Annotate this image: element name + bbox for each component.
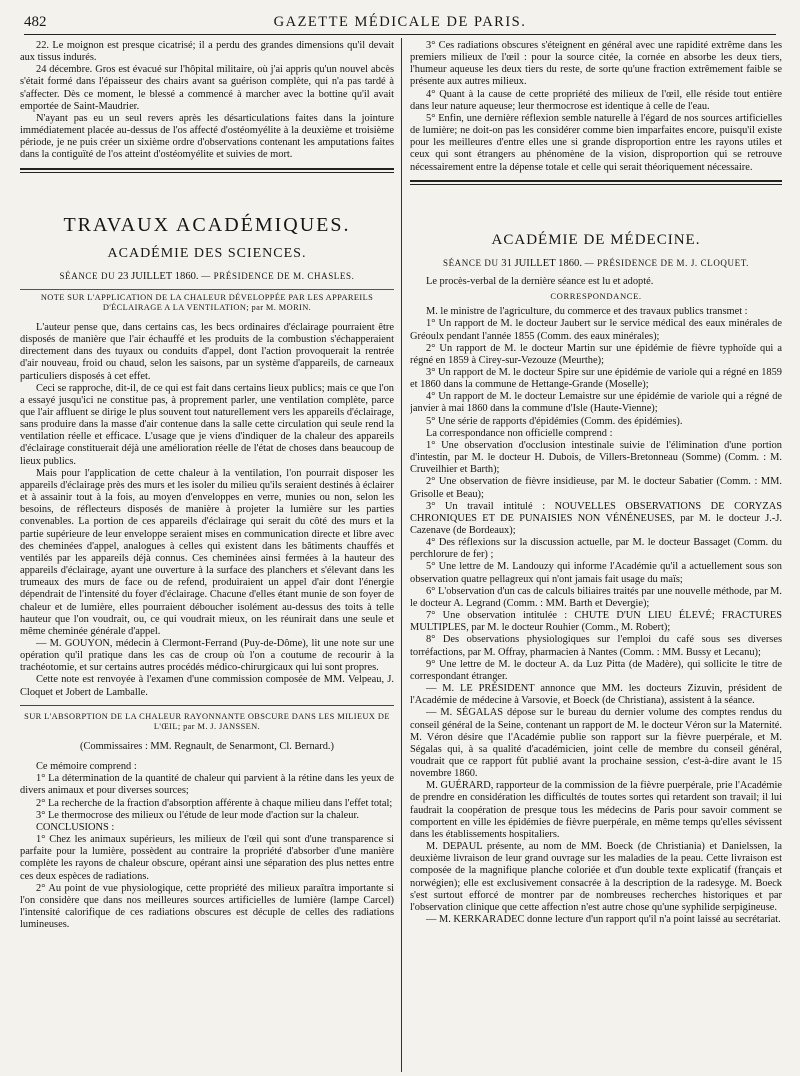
paragraph: Ce mémoire comprend : [36, 761, 137, 773]
rule [20, 705, 394, 706]
seance-line [20, 270, 394, 283]
right-column [410, 40, 782, 1072]
paragraph: M. GUÉRARD, rapporteur de la commission de la fièvre puerpérale, prie l'Académie de prendre en considération les difficultés de toutes sortes qui retardent son travail; il lui faudrait la coopération de presque tous les médecins de Paris pour savoir comment se comportent en ville les épidémies de fièvre puerpérale, en même temps qu'elles sévissent dans les établissements hospitaliers. [410, 780, 782, 840]
paragraph: 5° Une série de rapports d'épidémies (Comm. des épidémies). [426, 415, 683, 427]
correspondance-body [410, 306, 782, 926]
paragraph: 4° Un rapport de M. le docteur Lemaistre sur une épidémie de variole qui a régné de janvier à mai 1860 dans la commune d'Isle (Haute-Vienne); [410, 391, 782, 415]
paragraph: CONCLUSIONS : [36, 821, 115, 833]
paragraph: 7° Une observation intitulée : CHUTE D'UN LIEU ÉLEVÉ; FRACTURES MULTIPLES, par M. le docteur Rouhier (Comm., M. Robert); [410, 610, 782, 634]
paragraph: 3° Un travail intitulé : NOUVELLES OBSERVATIONS DE CORYZAS CHRONIQUES ET DE PUNAISIES NON VÉNÉNEUSES, par M. le docteur J.-J. Cazenave (de Bordeaux); [410, 500, 782, 536]
note-title: SUR L'ABSORPTION DE LA CHALEUR RAYONNANTE OBSCURE DANS LES MILIEUX DE L'ŒIL; par M. J. JANSSEN. [24, 711, 390, 732]
paragraph: 6° L'observation d'un cas de calculs biliaires traités par une nouvelle méthode, par M. le docteur A. Legrand (Comm. : MM. Barth et Devergie); [410, 585, 782, 609]
paragraph: — M. KERKARADEC donne lecture d'un rapport qu'il n'a point laissé au secrétariat. [426, 914, 781, 925]
paragraph: 2° La recherche de la fraction d'absorption afférente à chaque milieu dans l'effet total; [36, 797, 393, 809]
left-top-paragraphs [20, 40, 394, 162]
section-separator [410, 180, 782, 185]
paragraph: 22. Le moignon est presque cicatrisé; il a perdu des grandes dimensions qu'il devait aux tissus indurés. [20, 40, 394, 64]
paragraph: Ceci se rapproche, dit-il, de ce qui est fait dans certains lieux publics; mais ce que l'on a essayé jusqu'ici ne constitue pas, à proprement parler, une ventilation complète, parce que l'air affluent se dirige le plus souvent tout naturellement vers les appareils d'éclairage, sans produire dans la masse d'air contenue dans la salle cette circulation qui seule rend la ventilation réelle et efficace. L'usage que je viens d'indiquer de la chaleur des appareils d'éclairage constituerait déjà une amélioration réelle de l'état de choses dans beaucoup de lieux publics. [20, 382, 394, 467]
paragraph: 1° Un rapport de M. le docteur Jaubert sur le service médical des eaux minérales de Gréoulx pendant l'année 1855 (Comm. des eaux minérales); [410, 318, 782, 342]
correspondance-title: CORRESPONDANCE. [550, 291, 642, 302]
paragraph: 3° Le thermocrose des milieux ou l'étude de leur mode d'action sur la chaleur. [36, 809, 359, 821]
page-number: 482 [24, 14, 47, 30]
column-divider [401, 38, 402, 1072]
paragraph: Cette note est renvoyée à l'examen d'une commission composée de MM. Velpeau, J. Cloquet et Jobert de Lamballe. [20, 674, 394, 698]
masthead: GAZETTE MÉDICALE DE PARIS. [273, 14, 527, 30]
paragraph: 5° Une lettre de M. Landouzy qui informe l'Académie qu'il a actuellement sous son observation quatre pellagreux qui n'ont jamais fait usage du maïs; [410, 561, 782, 585]
paragraph: 2° Au point de vue physiologique, cette propriété des milieux paraîtra importante si l'on considère que dans nos meilleures sources artificielles de lumière (lampe Carcel) l'intensité calorifique de ces radiations obscures est décuple de celles des radiations lumineuses. [20, 882, 394, 931]
paragraph: 2° Un rapport de M. le docteur Martin sur une épidémie de fièvre typhoïde qui a régné en 1859 à Cirey-sur-Vezouze (Meurthe); [410, 342, 782, 366]
academy-title: ACADÉMIE DES SCIENCES. [107, 245, 307, 261]
paragraph: — M. LE PRÉSIDENT annonce que MM. les docteurs Zizuvin, président de l'Académie de médecine à Varsovie, et Boeck (de Christiana), assistent à la séance. [410, 683, 782, 707]
commissaires-line: (Commissaires : MM. Regnault, de Senarmont, Cl. Bernard.) [80, 740, 334, 752]
seance-date: 31 JUILLET 1860. [501, 257, 583, 269]
seance-prefix: SÉANCE DU [59, 270, 116, 281]
paragraph: 4° Quant à la cause de cette propriété des milieux de l'œil, elle réside tout entière dans leur nature aqueuse; leur thermocrose est identique à celle de l'eau. [410, 88, 782, 112]
seance-date: 23 JUILLET 1860. [117, 270, 199, 282]
note-title: NOTE SUR L'APPLICATION DE LA CHALEUR DÉVELOPPÉE PAR LES APPAREILS D'ÉCLAIRAGE A LA VENTILATION; par M. MORIN. [20, 289, 394, 314]
paragraph: 4° Des réflexions sur la discussion actuelle, par M. le docteur Bassaget (Comm. du perchlorure de fer) ; [410, 537, 782, 561]
paragraph: 5° Enfin, une dernière réflexion semble naturelle à l'égard de nos sources artificielles de lumière; ne doit-on pas les considérer comme bien imparfaites encore, puisqu'il existe pour les meilleures d'entre elles une si grande disproportion entre les rayons utiles et ceux qui sont étrangers au phénomène de la vision, disproportion qui se retrouve nécessairement entre la dépense totale et celle qui serait théoriquement nécessaire. [410, 112, 782, 173]
note-body [20, 322, 394, 699]
paragraph: — M. GOUYON, médecin à Clermont-Ferrand (Puy-de-Dôme), lit une note sur une opération qu'il pratique dans les cas de croup où l'on a coutume de recourir à la trachéotomie, et sur certains autres procédés médico-chirurgicaux qui lui sont propres. [20, 637, 394, 674]
paragraph: 2° Une observation de fièvre insidieuse, par M. le docteur Sabatier (Comm. : MM. Grisolle et Beau); [410, 476, 782, 500]
paragraph: Mais pour l'application de cette chaleur à la ventilation, l'on pourrait disposer les appareils d'éclairage près des murs et les isoler du milieu qu'ils seraient destinés à éclairer et à assainir tout à la fois, au moyen d'enveloppes en verre, munies ou non, selon les besoins, de réflecteurs disposés de manière à projeter la lumière sur les parties convenables. La portion de ces appareils d'éclairage qui serait du côté des murs et la partie supérieure de leur enveloppe seraient mises en communication directe et libre avec des cheminées d'appel, analogues à celles qui existent dans les bâtiments chauffés et ventilés par les appareils déjà connus. Ces cheminées ainsi fermées à la hauteur des appareils d'éclairage, ayant une ouverture à la surface des planchers et s'élevant dans les trumeaux des murs de face ou de refend, produiraient un appel d'air dont l'énergie dépendrait de l'intensité du foyer d'éclairage. Chacune d'elles étant munie de son foyer de chaleur et de lumière, elles pourraient déboucher isolément au-dessus des toits à telle hauteur que l'on voudrait, ou, ce qui voudrait mieux, on les réunirait dans une seule et même cheminée générale d'appel. [20, 467, 394, 637]
paragraph: 9° Une lettre de M. le docteur A. da Luz Pitta (de Madère), qui sollicite le titre de correspondant étranger. [410, 658, 782, 682]
academy-title: ACADÉMIE DE MÉDECINE. [491, 231, 701, 248]
paragraph: 8° Des observations physiologiques sur l'emploi du café sous ses diverses torréfactions, par M. Offray, pharmacien à Nantes (Comm. : MM. Bussy et Lecanu); [410, 634, 782, 658]
paragraph: N'ayant pas eu un seul revers après les désarticulations faites dans la jointure immédiatement placée au-dessus de l'os affecté d'ostéomyélite à la deuxième et troisième période, je ne puis créer un sixième ordre d'observations contenant les amputations faites dans la contiguïté de l'os atteint d'ostéomyélite et suivies de mort. [20, 112, 394, 161]
seance-presidence: — PRÉSIDENCE DE M. J. CLOQUET. [584, 257, 750, 268]
section-title: TRAVAUX ACADÉMIQUES. [63, 213, 351, 236]
page-header [24, 10, 776, 35]
paragraph: 1° Une observation d'occlusion intestinale suivie de l'élimination d'une portion d'intestin, par M. le docteur H. Dubois, de Villers-Bretonneau (Somme) (Comm. : M. Cruveilhier et Barth); [410, 439, 782, 476]
paragraph: L'auteur pense que, dans certains cas, les becs ordinaires d'éclairage pourraient être disposés de manière que l'air échauffé et les produits de la combustion s'échapperaient directement dans des tuyaux ou conduits d'appel, dont l'action provoquerait la rentrée d'air nouveau, froid ou chaud, selon les saisons, par un système d'appareils, de carneaux particuliers disposés à cet effet. [20, 321, 394, 382]
paragraph: 24 décembre. Gros est évacué sur l'hôpital militaire, où j'ai appris qu'un nouvel abcès s'était formé dans l'épaisseur des chairs avant sa guérison complète, qui n'a pas tardé à s'affecter. Dès ce moment, le blessé a commencé à marcher avec la bottine qu'il avait emportée de Saint-Maudrier. [20, 64, 394, 112]
section-separator [20, 168, 394, 173]
paragraph: La correspondance non officielle comprend : [426, 427, 613, 439]
paragraph: 1° Chez les animaux supérieurs, les milieux de l'œil qui sont d'une transparence si parfaite pour la lumière, possèdent au contraire la propriété d'absorber d'une manière complète les rayons de chaleur obscure, opérant ainsi une séparation des plus nettes entre ces deux espèces de radiations. [20, 834, 394, 882]
paragraph: M. DEPAUL présente, au nom de MM. Boeck (de Christiania) et Danielssen, la deuxième livraison de leur grand ouvrage sur les maladies de la peau. Cette livraison est composée de la magnifique planche coloriée et d'un double texte explicatif (français et norwégien); elle est exclusivement consacrée à la description de la radesyge. M. Boeck s'est surtout efforcé de montrer par de nombreuses recherches historiques et par l'observation clinique que cette affection n'est autre chose qu'une syphilide serpigineuse. [410, 841, 782, 913]
seance-prefix: SÉANCE DU [442, 257, 499, 268]
left-column [20, 40, 394, 1072]
paragraph: — M. SÉGALAS dépose sur le bureau du dernier volume des comptes rendus du conseil général de la Seine, contenant un rapport de M. le docteur Véron sur la Maternité. M. Véron désire que l'Académie publie son rapport sur la fièvre puerpérale, et M. Ségalas qui, à sa qualité d'académicien, joint celle de membre du conseil général, voudrait que ce rapport fût publié avant la prochaine session, c'est-à-dire avant le 15 novembre 1860. [410, 707, 782, 780]
right-top-paragraphs [410, 40, 782, 174]
note-body [20, 761, 394, 931]
paragraph: M. le ministre de l'agriculture, du commerce et des travaux publics transmet : [426, 306, 748, 318]
seance-line [410, 257, 782, 270]
proces-verbal: Le procès-verbal de la dernière séance est lu et adopté. [426, 275, 654, 287]
paragraph: 1° La détermination de la quantité de chaleur qui parvient à la rétine dans les yeux de divers animaux et pour diverses sources; [20, 773, 394, 797]
seance-presidence: — PRÉSIDENCE DE M. CHASLES. [201, 270, 355, 281]
paragraph: 3° Ces radiations obscures s'éteignent en général avec une rapidité extrême dans les premiers milieux de l'œil : pour la source citée, la cornée en absorbe les deux tiers, l'humeur aqueuse les deux tiers du reste, de sorte qu'une fraction extrêmement faible se présente aux autres milieux. [410, 40, 782, 88]
paragraph: 3° Un rapport de M. le docteur Spire sur une épidémie de variole qui a régné en 1859 et 1860 dans la commune de Hettange-Grande (Moselle); [410, 366, 782, 391]
